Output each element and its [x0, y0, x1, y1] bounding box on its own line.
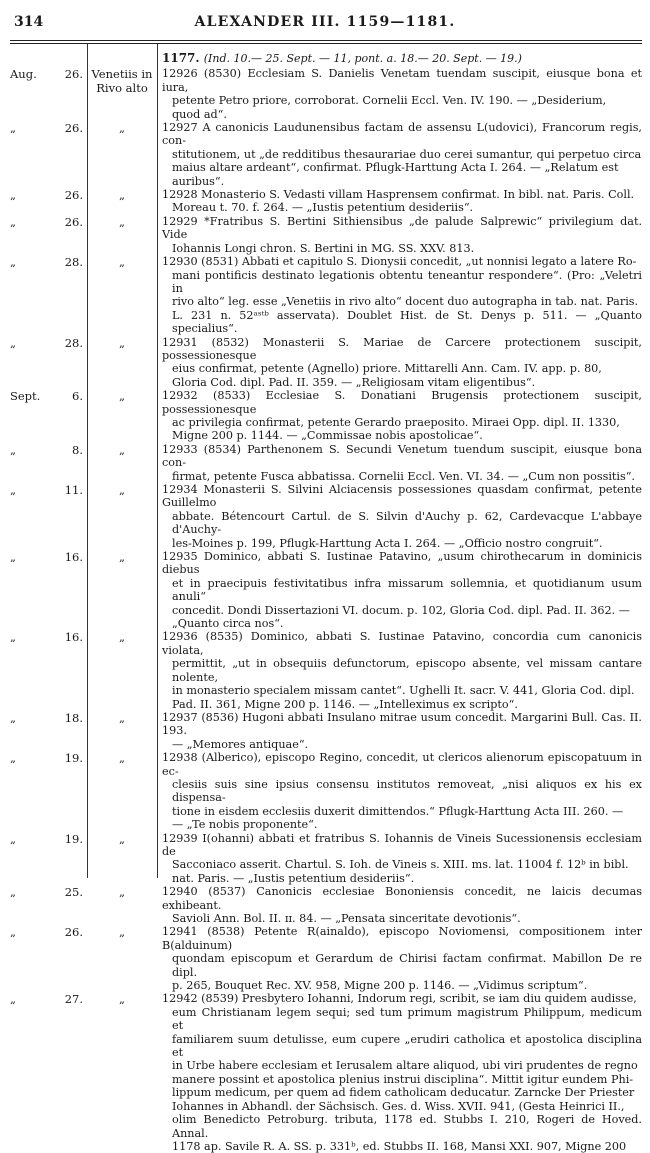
place-name: „ [119, 925, 125, 940]
date-day: 28. [64, 255, 83, 270]
entry-line: abbate. Bétencourt Cartul. de S. Silvin d'Auchy p. 62, Cardevacque L'abbaye d'Auchy- [172, 509, 642, 537]
entry-line: 12927 A canonicis Laudunensibus factam de assensu L(udovici), Francorum regis, con- [162, 121, 642, 148]
date-month: „ [10, 992, 16, 1007]
place-name: „ [119, 885, 125, 900]
date-day: 11. [64, 483, 83, 497]
place-row [89, 336, 155, 350]
regest-entry [162, 121, 642, 188]
page-header [8, 14, 642, 36]
date-day: 6. [72, 389, 83, 404]
entry-line: 12936 (8535) Dominico, abbati S. Iustinae Patavino, concordia cum canonicis violata, [162, 630, 642, 657]
date-month: „ [10, 255, 16, 270]
entry-line: Sacconiaco asserit. Chartul. S. Ioh. de Vineis s. XIII. ms. lat. 11004 f. 12ᵇ in bibl. [172, 858, 629, 872]
date-month: „ [10, 925, 16, 940]
entry-line: les-Moines p. 199, Pflugk-Harttung Acta I. 264. — „Officio nostro congruit“. [172, 536, 603, 550]
date-day: 26. [64, 121, 83, 136]
date-month: „ [10, 885, 16, 900]
entry-line: 12934 Monasterii S. Silvini Alciacensis possessiones quasdam confirmat, petente Guillelmo [162, 483, 642, 510]
place-row [89, 188, 155, 202]
date-day: 26. [64, 188, 83, 203]
entry-line: 12940 (8537) Canonicis ecclesiae Bononiensis concedit, ne laicis decumas exhibeant. [162, 885, 642, 912]
regest-entry [162, 188, 642, 215]
entry-line: quondam episcopum et Gerardum de Chirisi factam confirmat. Mabillon De re dipl. [172, 952, 642, 979]
entry-line: — „Memores antiquae“. [172, 737, 309, 751]
entry-line: permittit, „ut in obsequiis defunctorum, episcopo absente, vel missam cantare nolente, [172, 657, 642, 684]
date-month: „ [10, 214, 16, 229]
entry-line: 12941 (8538) Petente R(ainaldo), episcopo Noviomensi, compositionem inter B(alduinum) [162, 925, 642, 952]
entry-line: rivo alto“ leg. esse „Venetiis in rivo alto“ docent duo autographa in tab. nat. Paris. [172, 295, 639, 309]
entry-line: maius altare ardeant“, confirmat. Pflugk-Harttung Acta I. 264. — „Relatum est [172, 161, 619, 175]
place-row [89, 992, 155, 1006]
date-month: Sept. [10, 389, 41, 404]
place-row [89, 711, 155, 725]
entry-line: „Quanto circa nos“. [172, 617, 284, 631]
place-name-cont: Rivo alto [96, 81, 148, 96]
header-rule [10, 40, 642, 41]
place-name: „ [119, 214, 125, 229]
column-divider-date [87, 44, 88, 878]
entry-line: eius confirmat, petente (Agnello) priore. Mittarelli Ann. Cam. IV. app. p. 80, [172, 362, 602, 376]
date-day: 28. [64, 335, 83, 350]
entry-line: auribus“. [172, 174, 225, 188]
entry-line: 12935 Dominico, abbati S. Iustinae Patavino, „usum chirothecarum in dominicis diebus [162, 550, 642, 577]
place-name: „ [119, 550, 125, 565]
entry-line: et in praecipuis festivitatibus infra missarum sollemnia, et quotidianum usum anuli“ [172, 576, 642, 604]
column-divider-place [157, 44, 158, 878]
entry-line: 12937 (8536) Hugoni abbati Insulano mitrae usum concedit. Margarini Bull. Cas. II. 193. [162, 710, 642, 738]
place-row [89, 550, 155, 564]
place-row [89, 443, 155, 457]
place-name: „ [119, 751, 125, 766]
regest-entry [162, 215, 642, 255]
place-name: „ [119, 255, 125, 270]
regest-entry [162, 832, 642, 886]
place-name: „ [119, 831, 125, 846]
date-day: 26. [64, 925, 83, 940]
date-month: „ [10, 335, 16, 350]
regest-entry [162, 992, 642, 1153]
regest-entry [162, 255, 642, 335]
entry-line: familiarem suum detulisse, eum cupere „erudiri catholica et apostolica disciplina et [172, 1032, 642, 1060]
entry-line: p. 265, Bouquet Rec. XV. 958, Migne 200 p. 1146. — „Vidimus scriptum“. [172, 979, 588, 993]
place-row [89, 389, 155, 403]
entry-line: Gloria Cod. dipl. Pad. II. 359. — „Religiosam vitam eligentibus“. [172, 375, 536, 389]
entry-line: petente Petro priore, corroborat. Cornelii Eccl. Ven. IV. 190. — „Desiderium, [172, 94, 607, 108]
place-name: „ [119, 188, 125, 203]
date-day: 27. [64, 992, 83, 1007]
entry-line: 12926 (8530) Ecclesiam S. Danielis Venetam tuendam suscipit, eiusque bona et iura, [162, 67, 642, 94]
date-month: „ [10, 710, 16, 725]
place-row [89, 751, 155, 765]
date-month: „ [10, 550, 16, 565]
regest-entry [162, 751, 642, 831]
entry-line: 12930 (8531) Abbati et capitulo S. Dionysii concedit, „ut nonnisi legato a latere Ro- [162, 255, 637, 269]
date-day: 8. [72, 442, 83, 457]
regest-entry [162, 711, 642, 751]
place-name: „ [119, 121, 125, 136]
date-month: Aug. [10, 67, 37, 82]
entry-line: concedit. Dondi Dissertazioni VI. docum. p. 102, Gloria Cod. dipl. Pad. II. 362. — [172, 603, 630, 617]
entry-line: mani pontificis destinato legationis obtentu teneantur respondere“. (Pro: „Veletri in [172, 268, 642, 295]
date-day: 26. [64, 214, 83, 229]
entry-line: nat. Paris. — „Iustis petentium desideriis“. [172, 871, 415, 885]
regest-entry [162, 67, 642, 121]
date-day: 25. [64, 885, 83, 900]
entry-line: — „Te nobis proponente“. [172, 818, 318, 832]
entry-line: manere possint et apostolica plenius instrui disciplina“. Mittit igitur eundem Phi- [172, 1072, 634, 1086]
entry-line: L. 231 n. 52ᵃˢᵗᵇ asservata). Doublet Hist. de St. Denys p. 511. — „Quanto specialius“. [172, 308, 642, 336]
entry-line: firmat, petente Fusca abbatissa. Cornelii Eccl. Ven. VI. 34. — „Cum non possitis“. [172, 469, 635, 483]
regest-entry [162, 925, 642, 992]
place-row [89, 67, 155, 95]
date-month: „ [10, 483, 16, 497]
place-name: „ [119, 630, 125, 645]
place-name: „ [119, 483, 125, 497]
regest-entry [162, 336, 642, 390]
entry-line: lippum medicum, per quem ad fidem catholicam deducatur. Zarncke Der Priester [172, 1086, 635, 1100]
place-name: „ [119, 442, 125, 457]
regest-entry [162, 550, 642, 630]
date-day: 16. [64, 630, 83, 645]
regest-entry [162, 483, 642, 550]
date-day: 19. [64, 831, 83, 846]
entry-line: 12938 (Alberico), episcopo Regino, concedit, ut clericos alienorum episcopatuum in ec- [162, 751, 642, 778]
date-month: „ [10, 121, 16, 136]
place-name: „ [119, 992, 125, 1007]
entry-line: stitutionem, ut „de redditibus thesaurariae duo cerei sumantur, qui perpetuo circa [172, 147, 642, 161]
date-month: „ [10, 188, 16, 203]
entry-line: eum Christianam legem sequi; sed tum primum magistrum Philippum, medicum et [172, 1005, 642, 1033]
entry-line: Migne 200 p. 1144. — „Commissae nobis apostolicae“. [172, 429, 483, 443]
regest-entry [162, 885, 642, 925]
year-heading [162, 52, 642, 65]
date-day: 16. [64, 550, 83, 565]
entry-line: clesiis suis sine ipsius consensu institutos removeat, „nisi aliquos ex his ex dispensa- [172, 777, 642, 805]
entry-line: quod ad“. [172, 107, 227, 121]
regest-entry [162, 630, 642, 710]
place-name: „ [119, 389, 125, 404]
place-row [89, 832, 155, 846]
date-day: 18. [64, 710, 83, 725]
date-month: „ [10, 831, 16, 846]
running-title: ALEXANDER III. 1159—1181. [194, 14, 456, 30]
page-number: 314 [14, 14, 44, 30]
entry-line: Iohannis Longi chron. S. Bertini in MG. SS. XXV. 813. [172, 241, 475, 255]
entry-line: 12942 (8539) Presbytero Iohanni, Indorum regi, scribit, se iam diu quidem audisse, [162, 992, 637, 1006]
place-row [89, 215, 155, 229]
entry-line: Iohannes in Abhandl. der Sächsisch. Ges. d. Wiss. XVII. 941, (Gesta Heinrici II., [172, 1099, 625, 1113]
date-month: „ [10, 442, 16, 457]
entry-line: Savioli Ann. Bol. II. ɪɪ. 84. — „Pensata sinceritate devotionis“. [172, 912, 521, 925]
entry-line: ac privilegia confirmat, petente Gerardo praeposito. Miraei Opp. dipl. II. 1330, [172, 415, 620, 429]
place-row [89, 885, 155, 899]
place-row [89, 121, 155, 135]
place-name: „ [119, 335, 125, 350]
entry-line: 12928 Monasterio S. Vedasti villam Hasprensem confirmat. In bibl. nat. Paris. Coll. [162, 188, 635, 202]
entry-line: 1178 ap. Savile R. A. SS. p. 331ᵇ, ed. Stubbs II. 168, Mansi XXI. 907, Migne 200 [172, 1139, 627, 1153]
entry-line: 12931 (8532) Monasterii S. Mariae de Carcere protectionem suscipit, possessionesque [162, 335, 642, 362]
regest-entry [162, 389, 642, 443]
date-month: „ [10, 630, 16, 645]
place-name: Venetiis in [91, 67, 153, 82]
entry-line: 12932 (8533) Ecclesiae S. Donatiani Brugensis protectionem suscipit, possessionesque [162, 389, 642, 416]
place-row [89, 630, 155, 644]
entry-line: tione in eisdem ecclesiis duxerit dimittendos.“ Pflugk-Harttung Acta III. 260. — [172, 804, 624, 818]
date-day: 19. [64, 751, 83, 766]
place-row [89, 925, 155, 939]
entry-line: 12929 *Fratribus S. Bertini Sithiensibus „de palude Salprewic“ privilegium dat. Vide [162, 214, 642, 242]
entry-line: 12933 (8534) Parthenonem S. Secundi Venetum tuendum suscipit, eiusque bona con- [162, 442, 642, 470]
entry-line: Moreau t. 70. f. 264. — „Iustis petentium desideriis“. [172, 201, 474, 215]
place-row [89, 483, 155, 497]
entry-line: in Urbe habere ecclesiam et Ierusalem altare aliquod, ubi viri prudentes de regno [172, 1059, 638, 1073]
entry-line: olim Benedicto Petroburg. tributa, 1178 ed. Stubbs I. 210, Rogeri de Hoved. Annal. [172, 1113, 642, 1140]
place-row [89, 255, 155, 269]
date-month: „ [10, 751, 16, 766]
regesta-entries [162, 52, 642, 1153]
place-name: „ [119, 710, 125, 725]
entry-line: in monasterio specialem missam cantet“. Ughelli It. sacr. V. 441, Gloria Cod. dipl. [172, 684, 635, 698]
entry-line: 12939 I(ohanni) abbati et fratribus S. Iohannis de Vineis Sucessionensis ecclesiam de [162, 831, 642, 858]
date-day: 26. [64, 67, 83, 82]
regest-entry [162, 443, 642, 483]
entry-line: Pad. II. 361, Migne 200 p. 1146. — „Intelleximus ex scripto“. [172, 697, 518, 711]
year-number: 1177. [162, 51, 200, 65]
year-indiction: (Ind. 10.— 25. Sept. — 11, pont. a. 18.— 20. Sept. — 19.) [203, 52, 522, 65]
header-rule-thin [10, 43, 642, 44]
